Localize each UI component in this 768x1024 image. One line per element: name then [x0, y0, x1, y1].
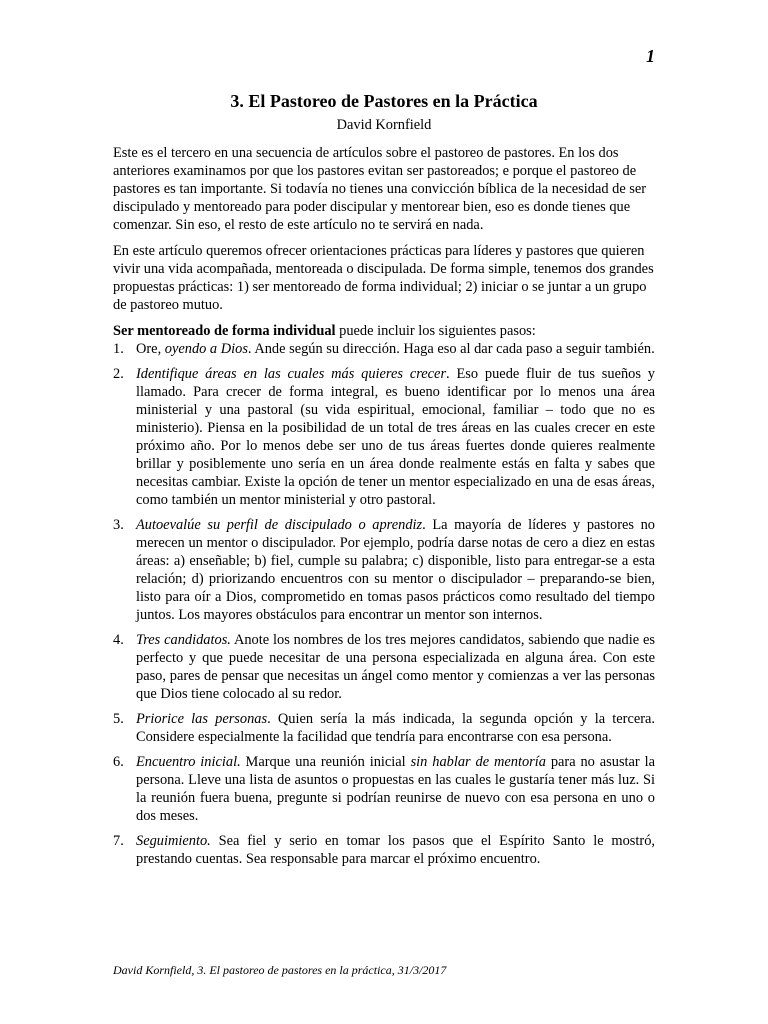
document-body — [113, 92, 655, 875]
proposal-paragraph: En este artículo queremos ofrecer orientaciones prácticas para líderes y pastores que quieren vivir una vida acompañada, mentoreada o discipulada. De forma simple, tenemos dos grandes propuestas prácticas: 1) ser mentoreado de forma individual; 2) iniciar o se juntar a un grupo de pastoreo mutuo. — [113, 243, 654, 313]
list-item — [113, 710, 655, 746]
section-heading: Ser mentoreado de forma individual — [113, 323, 336, 339]
list-item — [113, 753, 655, 825]
list-number: 4. — [113, 632, 124, 648]
step-emphasis: Encuentro inicial. — [136, 754, 241, 770]
page-number: 1 — [646, 46, 655, 66]
list-number: 5. — [113, 711, 124, 727]
step-emphasis: Identifique áreas en las cuales más quieres crecer — [136, 366, 447, 382]
list-number: 6. — [113, 754, 124, 770]
step-emphasis: Autoevalúe su perfil de discipulado o aprendiz — [136, 517, 423, 533]
list-item — [113, 340, 655, 358]
list-item — [113, 631, 655, 703]
step-emphasis: Seguimiento. — [136, 833, 211, 849]
step-text: para no asustar la persona. Lleve una lista de asuntos o propuestas en las cuales le gustaría tener más luz. Si la reunión fuera buena, pregunte si podrían reunirse de nuevo con esa persona en uno o dos meses. — [136, 754, 655, 824]
author-name: David Kornfield — [336, 117, 432, 133]
step-text-pre: Ore, — [136, 341, 165, 357]
step-emphasis: Tres candidatos. — [136, 632, 231, 648]
step-emphasis: Priorice las personas — [136, 711, 268, 727]
step-emphasis: oyendo a Dios — [164, 341, 248, 357]
section-intro — [113, 322, 655, 340]
document-title: 3. El Pastoreo de Pastores en la Práctica — [230, 91, 538, 111]
list-number: 7. — [113, 833, 124, 849]
step-text: Anote los nombres de los tres mejores candidatos, sabiendo que nadie es perfecto y que puede necesitar de una persona especializada en alguna área. Con este paso, pares de pensar que necesitas un ángel como mentor y comienzas a ver las personas que Dios tiene colocado al su redor. — [136, 632, 655, 702]
list-item — [113, 365, 655, 509]
list-number: 3. — [113, 517, 124, 533]
steps-list — [113, 340, 655, 868]
step-text: . Ande según su dirección. Haga eso al dar cada paso a seguir también. — [247, 341, 655, 357]
list-number: 2. — [113, 366, 124, 382]
list-item — [113, 516, 655, 624]
list-item — [113, 832, 655, 868]
intro-paragraph: Este es el tercero en una secuencia de artículos sobre el pastoreo de pastores. En los dos anteriores examinamos por que los pastores evitan ser pastoreados; e porque el pastoreo de pastores es tan importante. Si todavía no tienes una convicción bíblica de la necesidad de ser discipulado y mentoreado para poder discipular y mentorear bien, eso es donde tienes que comenzar. Sin eso, el resto de este artículo no te servirá en nada. — [113, 145, 647, 233]
step-text: . Quien sería la más indicada, la segunda opción y la tercera. Considere especialmente la facilidad que tendría para encontrarse con esa persona. — [136, 711, 655, 745]
step-emphasis-secondary: sin hablar de mentoría — [410, 754, 546, 770]
list-number: 1. — [113, 341, 124, 357]
step-text: . La mayoría de líderes y pastores no merecen un mentor o discipulador. Por ejemplo, podría darse notas de cero a diez en estas áreas: a) enseñable; b) fiel, cumple su palabra; c) disponible, listo para entregar-se a esta relación; d) priorizando encuentros con su mentor o discipulador – preparando-se bien, listo para oír a Dios, comprometido en tomas pasos prácticos como resultado del tiempo juntos. Los mayores obstáculos para encontrar un mentor son internos. — [136, 517, 655, 623]
step-text: Sea fiel y serio en tomar los pasos que el Espírito Santo le mostró, prestando cuentas. Sea responsable para marcar el próximo encuentro. — [136, 833, 655, 867]
step-text: . Eso puede fluir de tus sueños y llamado. Para crecer de forma integral, es bueno identificar por lo menos una área ministerial y una pastoral (su vida espiritual, emocional, familiar – todo que no es ministerio). Piensa en la posibilidad de un total de tres áreas en las cuales crecer en este próximo año. Por lo menos debe ser uno de tus áreas fuertes donde quieres realmente brillar y posiblemente uno sería en un área donde realmente estás en falta y sabes que necesitas cambiar. Existe la opción de tener un mentor especializado en una de esas áreas, como también un mentor ministerial y otro pastoral. — [136, 366, 655, 508]
section-intro-text: puede incluir los siguientes pasos: — [335, 323, 536, 339]
page-footer: David Kornfield, 3. El pastoreo de pastores en la práctica, 31/3/2017 — [113, 963, 447, 977]
step-text-mid: Marque una reunión inicial — [240, 754, 411, 770]
